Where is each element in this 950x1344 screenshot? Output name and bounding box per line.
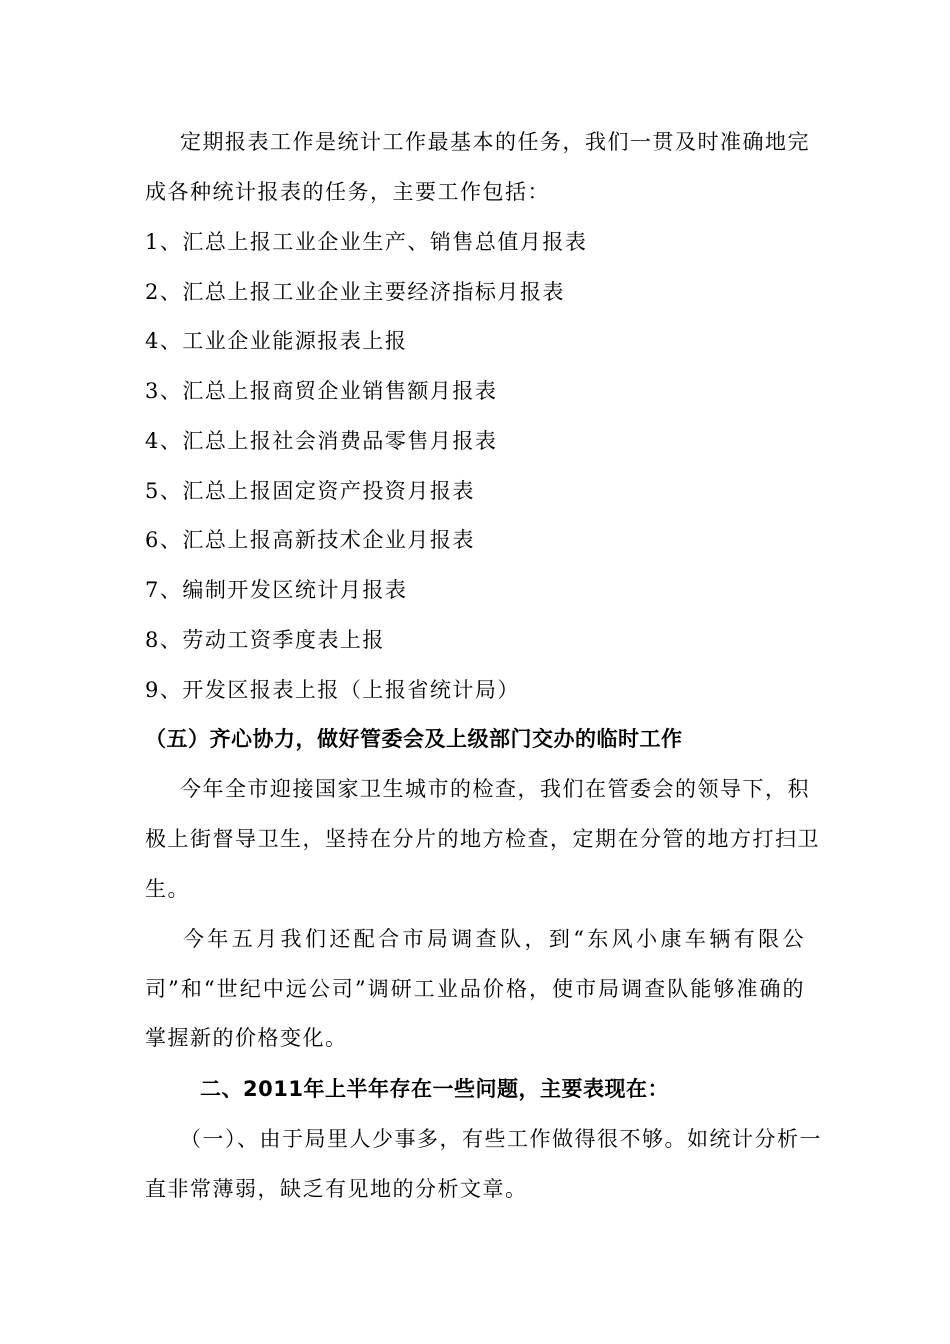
report-list-item: 4、汇总上报社会消费品零售月报表: [145, 429, 498, 453]
section-two-heading: 二、2011年上半年存在一些问题，主要表现在：: [200, 1077, 669, 1101]
report-list-item: 5、汇总上报固定资产投资月报表: [145, 479, 475, 503]
section-five-paragraph-1-line-3: 生。: [145, 877, 190, 901]
report-list-item: 7、编制开发区统计月报表: [145, 578, 408, 602]
section-five-paragraph-2-line-2: 司”和“世纪中远公司”调研工业品价格，使市局调查队能够准确的: [145, 977, 805, 1001]
section-five-paragraph-1-line-2: 极上街督导卫生，坚持在分片的地方检查，定期在分管的地方打扫卫: [145, 827, 820, 851]
section-five-heading: （五）齐心协力，做好管委会及上级部门交办的临时工作: [145, 727, 683, 751]
report-list-item: 8、劳动工资季度表上报: [145, 628, 385, 652]
report-list-item: 9、开发区报表上报（上报省统计局）: [145, 678, 520, 702]
report-list-item: 6、汇总上报高新技术企业月报表: [145, 528, 475, 552]
section-five-paragraph-1-line-1: 今年全市迎接国家卫生城市的检查，我们在管委会的领导下，积: [180, 777, 810, 801]
section-two-paragraph-1-line-2: 直非常薄弱，缺乏有见地的分析文章。: [145, 1177, 528, 1201]
section-five-paragraph-2-line-3: 掌握新的价格变化。: [145, 1026, 348, 1050]
report-list-item: 3、汇总上报商贸企业销售额月报表: [145, 379, 498, 403]
intro-paragraph-line-1: 定期报表工作是统计工作最基本的任务，我们一贯及时准确地完: [180, 130, 810, 154]
section-two-paragraph-1-line-1: （一）、由于局里人少事多，有些工作做得很不够。如统计分析一: [180, 1127, 822, 1151]
report-list-item: 2、汇总上报工业企业主要经济指标月报表: [145, 280, 565, 304]
report-list-item: 1、汇总上报工业企业生产、销售总值月报表: [145, 230, 588, 254]
intro-paragraph-line-2: 成各种统计报表的任务，主要工作包括：: [145, 180, 550, 204]
report-list-item: 4、工业企业能源报表上报: [145, 329, 408, 353]
section-five-paragraph-2-line-1: 今年五月我们还配合市局调查队，到“东风小康车辆有限公: [183, 927, 805, 951]
